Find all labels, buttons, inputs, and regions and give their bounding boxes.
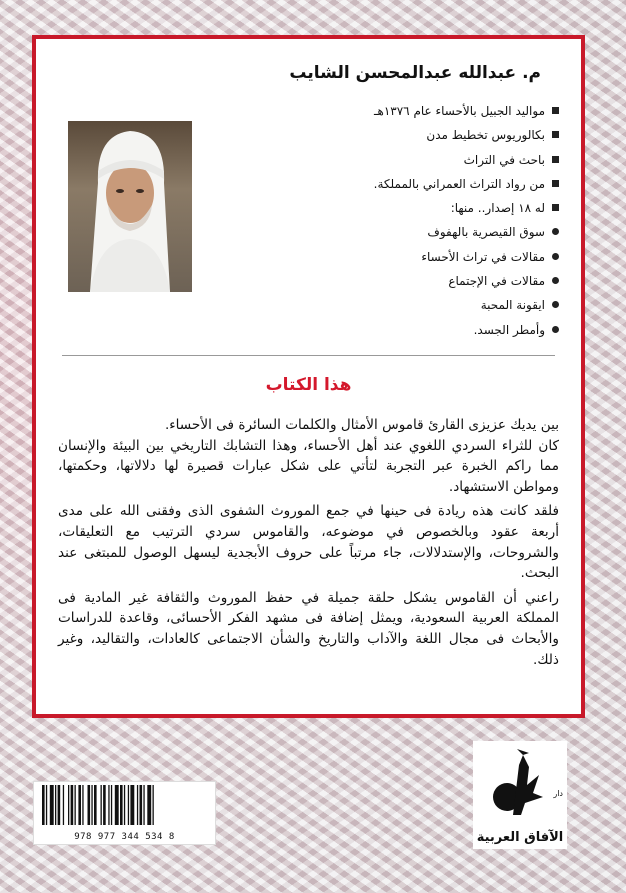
book-description	[58, 415, 559, 674]
description-paragraph: فلقد كانت هذه ريادة فى حينها في جمع الموروث الشفوى الذى وفقنى الله على مدى أربعة عقود وبالخصوص في موضوعه، والقاموس سردي الترتيب مع التعليقات، والشروحات، والإستدلالات، جاء مرتباً على حروف الأبجدية ليسهل الوصول للمبتغى عند البحث.	[58, 503, 559, 582]
bio-item: باحث في التراث	[229, 150, 559, 174]
bio-item: من رواد التراث العمراني بالمملكة.	[229, 174, 559, 198]
author-bio-list	[229, 101, 559, 344]
bio-item: سوق القيصرية بالهفوف	[229, 222, 559, 246]
description-paragraph: بين يديك عزيزى القارئ قاموس الأمثال والكلمات السائرة فى الأحساء. كان للثراء السردي اللغوي عند أهل الأحساء، وهذا التشابك التاريخي بين البيئة والإنسان مما راكم الخبرة عبر التجربة لتأتي على شكل عبارات قصيرة لها دلالاتها، وحكمتها، ومواطن الاستشهاد.	[58, 417, 559, 495]
author-photo	[68, 121, 192, 292]
section-title: هذا الكتاب	[265, 375, 352, 395]
publisher-logo	[473, 741, 567, 849]
bio-item: مقالات في الإجتماع	[229, 271, 559, 295]
publisher-prefix: دار	[553, 789, 563, 798]
author-name: م. عبدالله عبدالمحسن الشايب	[289, 63, 541, 83]
bio-item: ايقونة المحبة	[229, 295, 559, 319]
description-paragraph: راعني أن القاموس يشكل حلقة جميلة في حفظ الموروث والثقافة غير المادية فى المملكة العربية السعودية، ويمثل إضافة فى مشهد الفكر الأحسائى، وقاعدة للدراسات والأبحاث فى مجال اللغة والآداب والتاريخ والشأن الاجتماعى كالعادات، والتقاليد، وغير ذلك.	[58, 589, 559, 668]
bio-item: مواليد الجبيل بالأحساء عام ١٣٧٦هـ	[229, 101, 559, 125]
back-cover-panel	[32, 35, 585, 718]
bio-item: بكالوريوس تخطيط مدن	[229, 125, 559, 149]
publisher-emblem	[473, 745, 567, 825]
bio-item: مقالات في تراث الأحساء	[229, 247, 559, 271]
bio-item: وأمطر الجسد.	[229, 320, 559, 344]
isbn-number: 978 977 344 534 8	[74, 832, 175, 842]
publisher-name: الآفاق العربية	[476, 830, 564, 845]
barcode-bars	[34, 785, 215, 833]
section-divider	[62, 355, 555, 356]
isbn-barcode	[33, 781, 216, 845]
bio-item: له ١٨ إصدار.. منها:	[229, 198, 559, 222]
